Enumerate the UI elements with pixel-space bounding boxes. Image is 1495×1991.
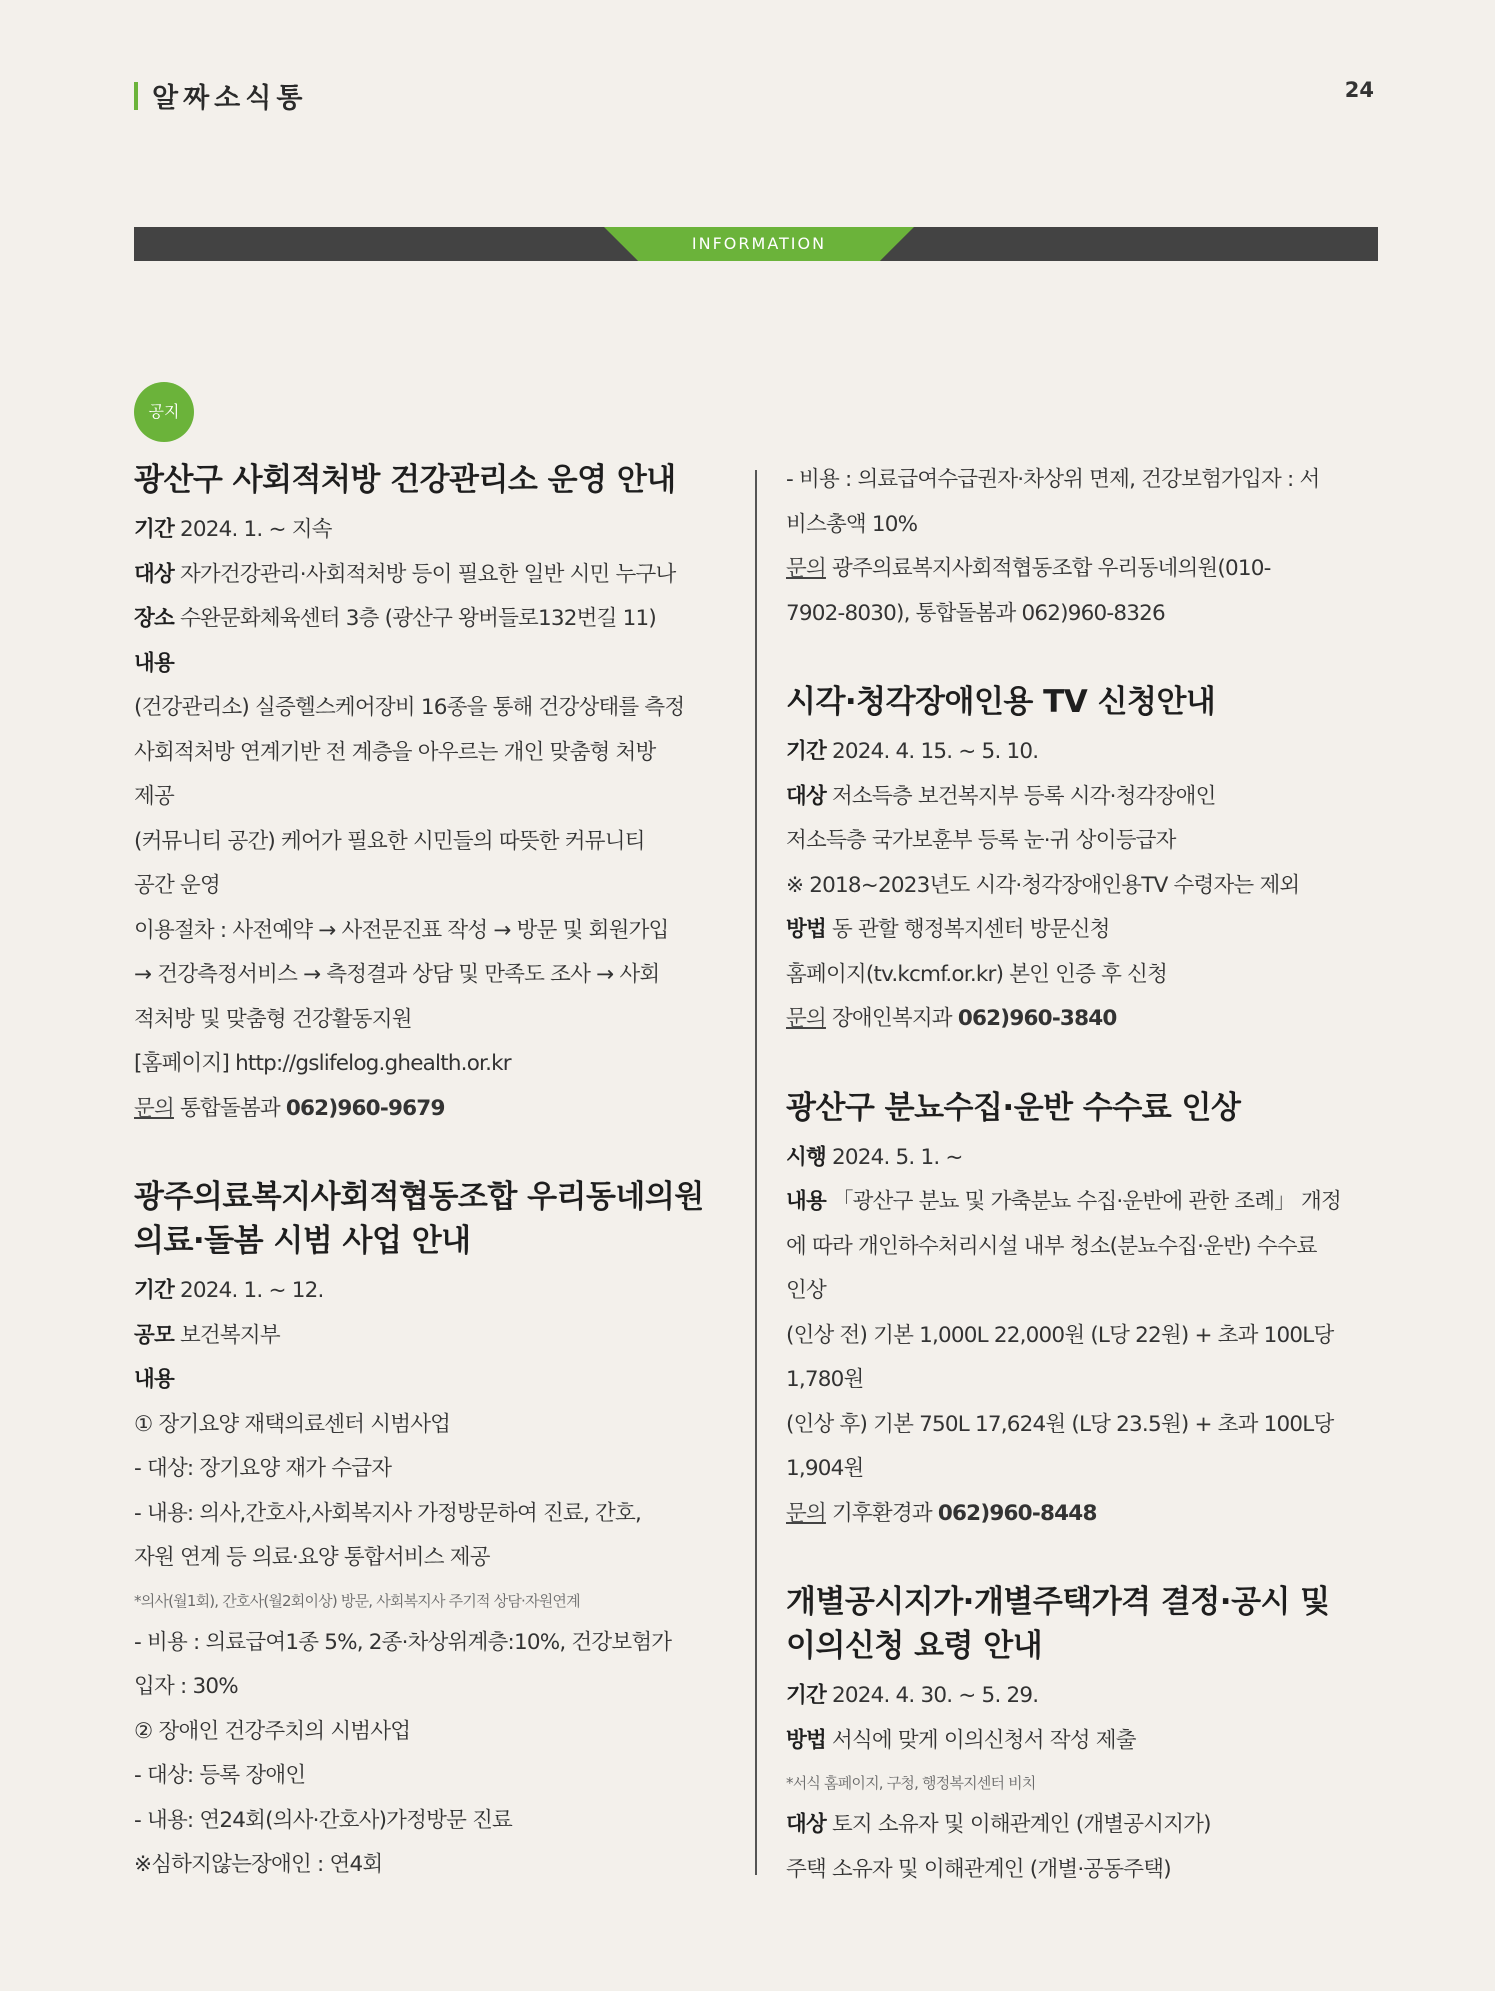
- content-line: ※심하지않는장애인 : 연4회: [134, 1852, 383, 1877]
- content-row: 내용 「광산구 분뇨 및 가축분뇨 수집·운반에 관한 조례」 개정: [786, 1189, 1341, 1214]
- notice-title: 광산구 분뇨수집·운반 수수료 인상: [786, 1089, 1241, 1126]
- content-line: 제공: [134, 784, 174, 809]
- notice-tv-application: [786, 680, 1376, 1042]
- column-divider: [755, 470, 757, 1875]
- notice-title: 시각·청각장애인용 TV 신청안내: [786, 684, 1216, 720]
- content-line: - 비용 : 의료급여수급권자·차상위 면제, 건강보험가입자 : 서: [786, 467, 1320, 492]
- place-row: 장소 수완문화체육센터 3층 (광산구 왕버들로132번길 11): [134, 606, 656, 631]
- title-accent-bar: [134, 82, 138, 110]
- inquiry-row: 문의 통합돌봄과 062)960-9679: [134, 1095, 445, 1121]
- inquiry-row-continued: 7902-8030), 통합돌봄과 062)960-8326: [786, 600, 1165, 626]
- content-line: 인상: [786, 1278, 826, 1303]
- content-line: 이용절차 : 사전예약 → 사전문진표 작성 → 방문 및 회원가입: [134, 917, 669, 943]
- notice-land-price: [786, 1580, 1376, 1892]
- homepage-line: [홈페이지] http://gslifelog.ghealth.or.kr: [134, 1051, 511, 1076]
- content-line: 공간 운영: [134, 873, 220, 898]
- content-line: (커뮤니티 공간) 케어가 필요한 시민들의 따뜻한 커뮤니티: [134, 828, 645, 854]
- content-line: - 대상: 장기요양 재가 수급자: [134, 1456, 392, 1481]
- left-column: [134, 458, 724, 1932]
- page-number: 24: [1344, 78, 1374, 102]
- method-row: 방법 서식에 맞게 이의신청서 작성 제출: [786, 1727, 1136, 1753]
- content-line: 사회적처방 연계기반 전 계층을 아우르는 개인 맞춤형 처방: [134, 739, 656, 765]
- content-line: - 내용: 연24회(의사·간호사)가정방문 진료: [134, 1807, 513, 1833]
- content-line: (인상 후) 기본 750L 17,624원 (L당 23.5원) + 초과 100L당: [786, 1411, 1334, 1437]
- content-line: 에 따라 개인하수처리시설 내부 청소(분뇨수집·운반) 수수료: [786, 1233, 1317, 1259]
- content-line: - 대상: 등록 장애인: [134, 1763, 306, 1788]
- content-line: (인상 전) 기본 1,000L 22,000원 (L당 22원) + 초과 100L당: [786, 1322, 1334, 1348]
- content-heading: 내용: [134, 650, 174, 676]
- method-row: 방법 동 관할 행정복지센터 방문신청: [786, 917, 1110, 942]
- content-line: 홈페이지(tv.kcmf.or.kr) 본인 인증 후 신청: [786, 961, 1168, 987]
- period-row: 기간 2024. 4. 30. ~ 5. 29.: [786, 1683, 1039, 1708]
- content-line: 1,780원: [786, 1367, 864, 1392]
- content-line: ※ 2018~2023년도 시각·청각장애인용TV 수령자는 제외: [786, 872, 1300, 898]
- period-row: 기간 2024. 1. ~ 12.: [134, 1278, 324, 1303]
- target-row: 대상 토지 소유자 및 이해관계인 (개별공시지가): [786, 1812, 1211, 1837]
- period-row: 기간 2024. 1. ~ 지속: [134, 517, 332, 542]
- content-line: (건강관리소) 실증헬스케어장비 16종을 통해 건강상태를 측정: [134, 695, 685, 720]
- content-line: 주택 소유자 및 이해관계인 (개별·공동주택): [786, 1856, 1171, 1882]
- period-row: 기간 2024. 4. 15. ~ 5. 10.: [786, 739, 1039, 764]
- notice-medical-care-continued: [786, 458, 1376, 636]
- content-line: → 건강측정서비스 → 측정결과 상담 및 만족도 조사 → 사회: [134, 962, 660, 987]
- content-line: 적처방 및 맞춤형 건강활동지원: [134, 1006, 412, 1032]
- content-line: ① 장기요양 재택의료센터 시범사업: [134, 1411, 451, 1437]
- right-column: [786, 458, 1376, 1936]
- notice-title: 개별공시지가·개별주택가격 결정·공시 및 이의신청 요령 안내: [786, 1584, 1330, 1664]
- content-line: 1,904원: [786, 1456, 864, 1481]
- content-heading: 내용: [134, 1367, 174, 1392]
- content-line: - 내용: 의사,간호사,사회복지사 가정방문하여 진료, 간호,: [134, 1500, 642, 1526]
- notice-title: 광산구 사회적처방 건강관리소 운영 안내: [134, 462, 676, 498]
- content-line: - 비용 : 의료급여1종 5%, 2종·차상위계층:10%, 건강보험가: [134, 1629, 672, 1655]
- target-row: 대상 저소득층 보건복지부 등록 시각·청각장애인: [786, 783, 1216, 809]
- organizer-row: 공모 보건복지부: [134, 1322, 280, 1348]
- information-label: INFORMATION: [691, 234, 827, 253]
- content-line: ② 장애인 건강주치의 시범사업: [134, 1718, 411, 1744]
- content-line: 자원 연계 등 의료·요양 통합서비스 제공: [134, 1545, 490, 1570]
- notice-fee-increase: [786, 1086, 1376, 1537]
- magazine-section-title: [134, 76, 307, 115]
- footnote: *의사(월1회), 간호사(월2회이상) 방문, 사회복지사 주기적 상담·자원연계: [134, 1591, 580, 1610]
- footnote: *서식 홈페이지, 구청, 행정복지센터 비치: [786, 1774, 1036, 1792]
- section-name: 알짜소식통: [152, 83, 308, 114]
- page-header: [134, 70, 1374, 120]
- effective-row: 시행 2024. 5. 1. ~: [786, 1144, 963, 1170]
- content-line: 입자 : 30%: [134, 1674, 238, 1699]
- content-line: 비스총액 10%: [786, 511, 918, 537]
- notice-health-center: [134, 458, 724, 1131]
- inquiry-row: 문의 장애인복지과 062)960-3840: [786, 1006, 1117, 1031]
- notice-badge: 공지: [134, 382, 194, 442]
- notice-medical-care: [134, 1175, 724, 1888]
- inquiry-row: 문의 기후환경과 062)960-8448: [786, 1500, 1097, 1526]
- information-banner: [134, 227, 1378, 261]
- inquiry-row: 문의 광주의료복지사회적협동조합 우리동네의원(010-: [786, 556, 1271, 581]
- content-line: 저소득층 국가보훈부 등록 눈·귀 상이등급자: [786, 828, 1176, 853]
- notice-title: 광주의료복지사회적협동조합 우리동네의원 의료·돌봄 시범 사업 안내: [134, 1179, 704, 1259]
- target-row: 대상 자가건강관리·사회적처방 등이 필요한 일반 시민 누구나: [134, 561, 676, 587]
